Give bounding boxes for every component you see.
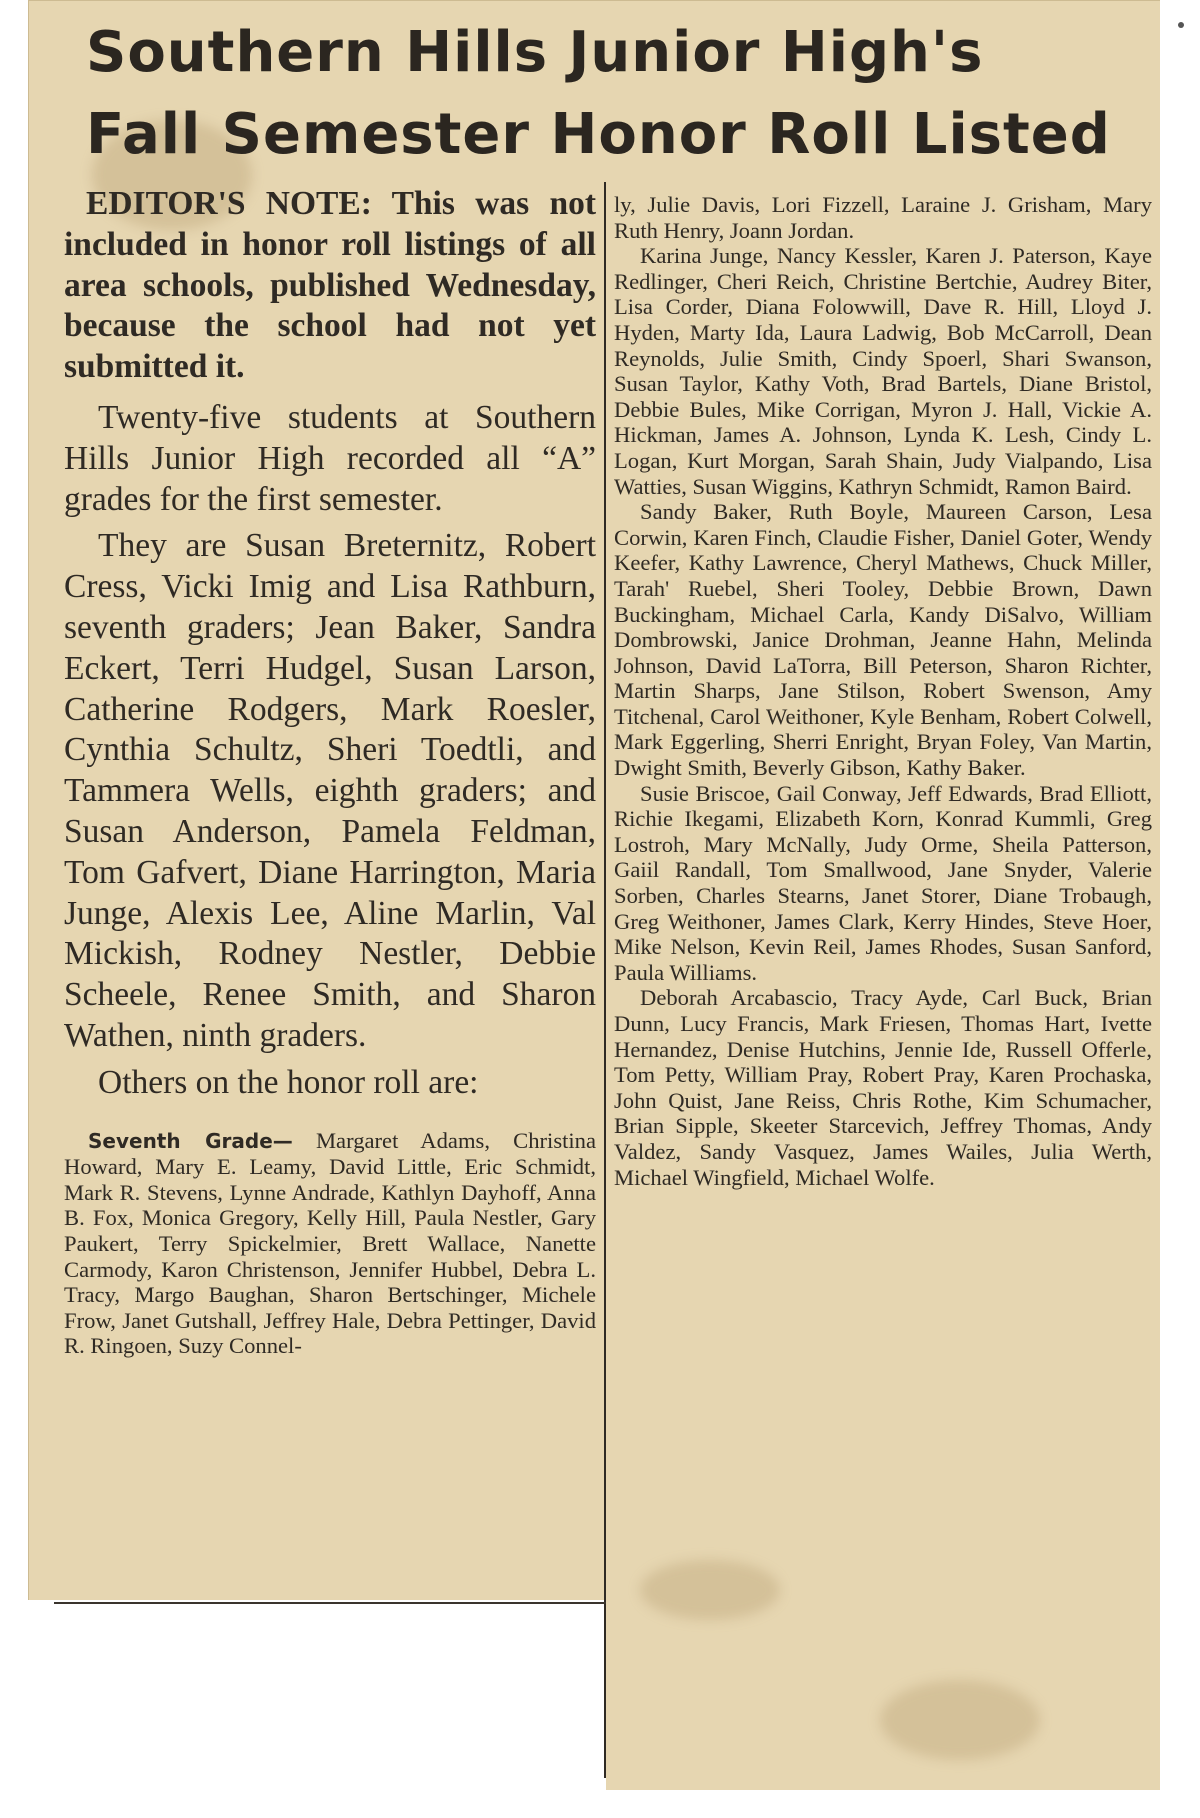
left-column [64, 184, 596, 1359]
seventh-grade-block [64, 1128, 596, 1359]
straight-a-list: They are Susan Breternitz, Robert Cress, Vicki Imig and Lisa Rathburn, seventh graders; Jean Baker, Sandra Eckert, Terri Hudgel, Susan Larson, Catherine Rodgers, Mark Roesler, Cynthia Schultz, Sheri Toedtli, and Tammera Wells, eighth graders; and Susan Anderson, Pamela Feldman, Tom Gafvert, Diane Harrington, Maria Junge, Alexis Lee, Aline Marlin, Val Mickish, Rodney Nestler, Debbie Scheele, Renee Smith, and Sharon Wathen, ninth graders. [64, 527, 596, 1054]
headline-line-1: Southern Hills Junior High's [86, 20, 984, 85]
lead-text [64, 184, 596, 1104]
names-paragraph: Karina Junge, Nancy Kessler, Karen J. Paterson, Kaye Redlinger, Cheri Reich, Christine Bertchie, Audrey Biter, Lisa Corder, Diana Folowwill, Dave R. Hill, Lloyd J. Hyden, Marty Ida, Laura Ladwig, Bob McCarroll, Dean Reynolds, Julie Smith, Cindy Spoerl, Shari Swanson, Susan Taylor, Kathy Voth, Brad Bartels, Diane Bristol, Debbie Bules, Mike Corrigan, Myron J. Hall, Vickie A. Hickman, James A. Johnson, Lynda K. Lesh, Cindy L. Logan, Kurt Morgan, Sarah Shain, Judy Vialpando, Lisa Watties, Susan Wiggins, Kathryn Schmidt, Ramon Baird. [614, 243, 1152, 499]
right-column [614, 192, 1152, 1190]
seventh-grade-names: Margaret Adams, Christina Howard, Mary E. Leamy, David Little, Eric Schmidt, Mark R. Stevens, Lynne Andrade, Kathlyn Dayhoff, Anna B. Fox, Monica Gregory, Kelly Hill, Paula Nestler, Gary Paukert, Terry Spickelmier, Brett Wallace, Nanette Carmody, Karon Christenson, Jennifer Hubbel, Debra L. Tracy, Margo Baughan, Sharon Bertschinger, Michele Frow, Janet Gutshall, Jeffrey Hale, Debra Pettinger, David R. Ringoen, Suzy Connel- [64, 1127, 596, 1359]
paper-stain [880, 1680, 1040, 1760]
corner-mark [1178, 22, 1184, 28]
names-paragraph: Sandy Baker, Ruth Boyle, Maureen Carson, Lesa Corwin, Karen Finch, Claudie Fisher, Daniel Goter, Wendy Keefer, Kathy Lawrence, Cheryl Mathews, Chuck Miller, Tarah' Ruebel, Sheri Tooley, Debbie Brown, Dawn Buckingham, Michael Carla, Kandy DiSalvo, William Dombrowski, Janice Drohman, Jeanne Hahn, Melinda Johnson, David LaTorra, Bill Peterson, Sharon Richter, Martin Sharps, Jane Stilson, Robert Swenson, Amy Titchenal, Carol Weithoner, Kyle Benham, Robert Colwell, Mark Eggerling, Sherri Enright, Bryan Foley, Van Martin, Dwight Smith, Beverly Gibson, Kathy Baker. [614, 499, 1152, 781]
column-bottom-rule [54, 1602, 606, 1604]
names-paragraph: Susie Briscoe, Gail Conway, Jeff Edwards, Brad Elliott, Richie Ikegami, Elizabeth Korn, Konrad Kummli, Greg Lostroh, Mary McNally, Judy Orme, Sheila Patterson, Gaiil Randall, Tom Smallwood, Jane Snyder, Valerie Sorben, Charles Stearns, Janet Storer, Diane Trobaugh, Greg Weithoner, James Clark, Kerry Hindes, Steve Hoer, Mike Nelson, Kevin Reil, James Rhodes, Susan Sanford, Paula Williams. [614, 780, 1152, 985]
editors-note: EDITOR'S NOTE: This was not included in honor roll listings of all area schools, published Wednesday, because the school had not yet submitted it. [64, 185, 596, 386]
newspaper-clipping-tail [606, 1590, 1160, 1790]
headline-line-2: Fall Semester Honor Roll Listed [86, 102, 1111, 167]
names-paragraph: Deborah Arcabascio, Tracy Ayde, Carl Buck, Brian Dunn, Lucy Francis, Mark Friesen, Thomas Hart, Ivette Hernandez, Denise Hutchins, Jennie Ide, Russell Offerle, Tom Petty, William Pray, Robert Pray, Karen Prochaska, John Quist, Jane Reiss, Chris Rothe, Kim Schumacher, Brian Sipple, Skeeter Starcevich, Jeffrey Thomas, Andy Valdez, Sandy Vasquez, James Wailes, Julia Werth, Michael Wingfield, Michael Wolfe. [614, 985, 1152, 1190]
seventh-grade-list [64, 1128, 596, 1359]
headline [86, 12, 1126, 176]
intro-paragraph: Twenty-five students at Southern Hills Junior High recorded all “A” grades for the first semester. [64, 398, 596, 518]
grade-label: Seventh Grade— [88, 1128, 293, 1153]
column-rule [604, 182, 606, 1778]
paper-stain [640, 1560, 780, 1620]
names-continued: ly, Julie Davis, Lori Fizzell, Laraine J. Grisham, Mary Ruth Henry, Joann Jordan. [614, 192, 1152, 243]
others-intro: Others on the honor roll are: [98, 1063, 479, 1101]
